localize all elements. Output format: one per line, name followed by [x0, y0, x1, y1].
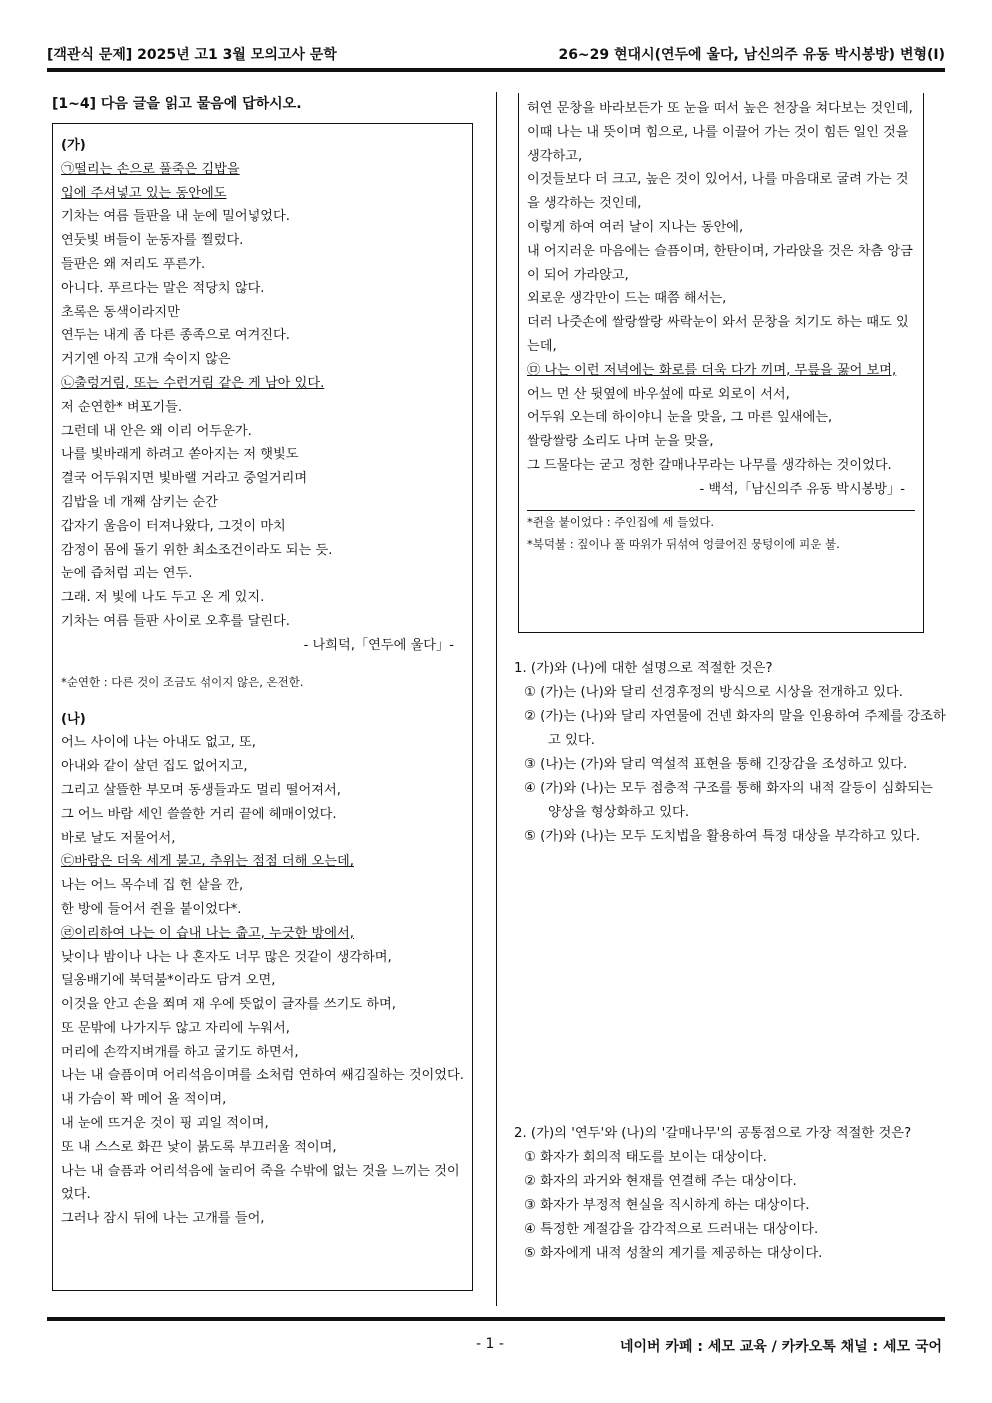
- poem-line: 이것들보다 더 크고, 높은 것이 있어서, 나를 마음대로 굴려 가는 것을 생각하는 것인데,: [527, 172, 909, 212]
- poem-line: 거기엔 아직 고개 숙이지 않은: [61, 352, 231, 368]
- poem-line: 한 방에 들어서 쥔을 붙이었다*.: [61, 901, 242, 917]
- poem-line: 초록은 동색이라지만: [61, 304, 180, 320]
- poem-line: 김밥을 네 개째 삼키는 순간: [61, 494, 218, 510]
- poem-line: 이것을 안고 손을 쬐며 재 우에 뜻없이 글자를 쓰기도 하며,: [61, 997, 396, 1013]
- poem-line: 머리에 손깍지벼개를 하고 굴기도 하면서,: [61, 1044, 299, 1060]
- poem-line: 또 문밖에 나가지두 않고 자리에 누워서,: [61, 1020, 290, 1036]
- section-label-ga: (가): [61, 138, 86, 153]
- footnote-ga: *순연한 : 다른 것이 조금도 섞이지 않은, 온전한.: [61, 674, 304, 689]
- poem-line: 외로운 생각만이 드는 때쯤 해서는,: [527, 291, 727, 307]
- poem-line: 기차는 여름 들판을 내 눈에 밀어넣었다.: [61, 209, 290, 225]
- poem-line: 어느 먼 산 뒷옆에 바우섶에 따로 외로이 서서,: [527, 386, 790, 402]
- poem-line: 기차는 여름 들판 사이로 오후를 달린다.: [61, 613, 290, 629]
- poem-line: 연둣빛 벼들이 눈동자를 찔렀다.: [61, 233, 244, 249]
- poem-line: 또 내 스스로 화끈 낯이 붉도록 부끄러울 적이며,: [61, 1139, 337, 1155]
- poem-line: 더러 나줏손에 쌀랑쌀랑 싸락눈이 와서 문창을 치기도 하는 때도 있는데,: [527, 315, 909, 354]
- question-1: [514, 657, 946, 849]
- question-2: [514, 1122, 946, 1266]
- author-na: - 백석,「남신의주 유동 박시봉방」-: [699, 481, 905, 497]
- poem-line: 이때 나는 내 뜻이며 힘으로, 나를 이끌어 가는 것이 힘든 일인 것을 생각하고,: [527, 124, 909, 164]
- poem-line: 내 눈에 뜨거운 것이 핑 괴일 적이며,: [61, 1116, 269, 1132]
- poem-line: 바로 날도 저물어서,: [61, 830, 176, 846]
- poem-line: 내 가슴이 꽉 메어 올 적이며,: [61, 1092, 227, 1108]
- poem-line: 나를 빛바래게 하려고 쏟아지는 저 햇빛도: [61, 447, 299, 463]
- answer-option[interactable]: ④ 특정한 계절감을 감각적으로 드러내는 대상이다.: [524, 1222, 819, 1237]
- answer-option[interactable]: ② 화자의 과거와 현재를 연결해 주는 대상이다.: [524, 1174, 797, 1189]
- author-ga: - 나희덕,「연두에 울다」-: [303, 637, 454, 653]
- poem-line: 어두워 오는데 하이야니 눈을 맞을, 그 마른 잎새에는,: [527, 410, 833, 426]
- poem-line: ㉢바람은 더욱 세게 불고, 추위는 점점 더해 오는데,: [61, 854, 354, 870]
- poem-line: 아내와 같이 살던 집도 없어지고,: [61, 759, 248, 775]
- poem-line: 결국 어두워지면 빛바랠 거라고 중얼거리며: [61, 471, 308, 487]
- footer-brand: 네이버 카페 : 세모 교육 / 카카오톡 채널 : 세모 국어: [619, 1339, 942, 1355]
- page-number: - 1 -: [476, 1336, 504, 1352]
- poem-line: 어느 사이에 나는 아내도 없고, 또,: [61, 735, 256, 751]
- answer-option[interactable]: ③ (나)는 (가)와 달리 역설적 표현을 통해 긴장감을 조성하고 있다.: [524, 757, 908, 772]
- poem-line: 그 드물다는 굳고 정한 갈매나무라는 나무를 생각하는 것이었다.: [527, 457, 892, 473]
- poem-line: 나는 어느 목수네 집 헌 샅을 깐,: [61, 878, 244, 894]
- poem-line: 그리고 살뜰한 부모며 동생들과도 멀리 떨어져서,: [61, 782, 341, 798]
- column-divider: [496, 92, 497, 1306]
- poem-line: 나는 내 슬픔이며 어리석음이며를 소처럼 연하여 쌔김질하는 것이었다.: [61, 1068, 464, 1084]
- answer-option[interactable]: ④ (가)와 (나)는 모두 점층적 구조를 통해 화자의 내적 갈등이 심화되는 양상을 형상화하고 있다.: [524, 781, 933, 820]
- poem-line: 그 어느 바람 세인 쓸쓸한 거리 끝에 헤매이었다.: [61, 806, 337, 822]
- poem-line: 저 순연한* 벼포기들.: [61, 399, 183, 415]
- page-header: [47, 44, 945, 66]
- answer-option[interactable]: ③ 화자가 부정적 현실을 직시하게 하는 대상이다.: [524, 1198, 810, 1213]
- poem-line: 이렇게 하여 여러 날이 지나는 동안에,: [527, 219, 744, 235]
- answer-option[interactable]: ② (가)는 (나)와 달리 자연물에 건넨 화자의 말을 인용하여 주제를 강조하고 있다.: [524, 709, 946, 748]
- poem-line: 그런데 내 안은 왜 이리 어두운가.: [61, 423, 252, 439]
- passage-left-box: [52, 123, 473, 1291]
- header-right: 26~29 현대시(연두에 울다, 남신의주 유동 박시봉방) 변형(I): [558, 47, 945, 63]
- answer-option[interactable]: ⑤ 화자에게 내적 성찰의 계기를 제공하는 대상이다.: [524, 1246, 823, 1261]
- poem-line: 아니다. 푸르다는 말은 적당치 않다.: [61, 280, 265, 296]
- poem-line: 갑자기 울음이 터져나왔다, 그것이 마치: [61, 518, 286, 534]
- poem-line: 눈에 즙처럼 괴는 연두.: [61, 566, 193, 582]
- poem-line: ㉤ 나는 이런 저녁에는 화로를 더욱 다가 끼며, 무릎을 꿇어 보며,: [527, 362, 897, 378]
- footnote-na-2: *북덕불 : 짚이나 풀 따위가 뒤섞여 엉클어진 뭉텅이에 피운 불.: [527, 536, 840, 551]
- passage-right-box: [518, 93, 924, 633]
- question-stem: 1. (가)와 (나)에 대한 설명으로 적절한 것은?: [514, 661, 773, 676]
- section-label-na: (나): [61, 711, 86, 727]
- header-left: [객관식 문제] 2025년 고1 3월 모의고사 문학: [47, 47, 337, 63]
- poem-line: ㉡출렁거림, 또는 수런거림 같은 게 남아 있다.: [61, 375, 325, 391]
- poem-line: 내 어지러운 마음에는 슬픔이며, 한탄이며, 가라앉을 것은 차츰 앙금이 되어 가라앉고,: [527, 243, 913, 283]
- poem-line: 허연 문창을 바라보든가 또 눈을 떠서 높은 천장을 쳐다보는 것인데,: [527, 101, 913, 116]
- poem-line: 그래. 저 빛에 나도 두고 온 게 있지.: [61, 590, 265, 606]
- footnote-na-1: *쥔을 붙이었다 : 주인집에 세 들었다.: [527, 514, 715, 529]
- footer-rule: [47, 1317, 945, 1321]
- poem-line: ㉠떨리는 손으로 풀죽은 김밥을: [61, 161, 240, 177]
- answer-option[interactable]: ① 화자가 회의적 태도를 보이는 대상이다.: [524, 1150, 767, 1165]
- answer-option[interactable]: ① (가)는 (나)와 달리 선경후정의 방식으로 시상을 전개하고 있다.: [524, 685, 903, 700]
- poem-line: 딜옹배기에 북덕불*이라도 담겨 오면,: [61, 973, 276, 989]
- poem-line: 나는 내 슬픔과 어리석음에 눌리어 죽을 수밖에 없는 것을 느끼는 것이었다.: [61, 1163, 460, 1203]
- poem-line: 연두는 내게 좀 다른 종족으로 여겨진다.: [61, 328, 290, 344]
- poem-line: 감정이 몸에 돌기 위한 최소조건이라도 되는 듯.: [61, 542, 333, 558]
- answer-option[interactable]: ⑤ (가)와 (나)는 모두 도치법을 활용하여 특정 대상을 부각하고 있다.: [524, 829, 921, 844]
- poem-line: 그러나 잠시 뒤에 나는 고개를 들어,: [61, 1211, 265, 1227]
- poem-line: ㉣이리하여 나는 이 습내 나는 춥고, 누긋한 방에서,: [61, 925, 354, 941]
- poem-line: 입에 주셔넣고 있는 동안에도: [61, 185, 227, 201]
- poem-line: 낮이나 밤이나 나는 나 혼자도 너무 많은 것같이 생각하며,: [61, 949, 392, 965]
- question-stem: 2. (가)의 '연두'와 (나)의 '갈매나무'의 공통점으로 가장 적절한 것은?: [514, 1126, 912, 1141]
- poem-line: 쌀랑쌀랑 소리도 나며 눈을 맞을,: [527, 434, 714, 450]
- instruction: [1~4] 다음 글을 읽고 물음에 답하시오.: [52, 96, 302, 112]
- header-rule: [47, 68, 945, 72]
- poem-line: 들판은 왜 저리도 푸른가.: [61, 256, 206, 272]
